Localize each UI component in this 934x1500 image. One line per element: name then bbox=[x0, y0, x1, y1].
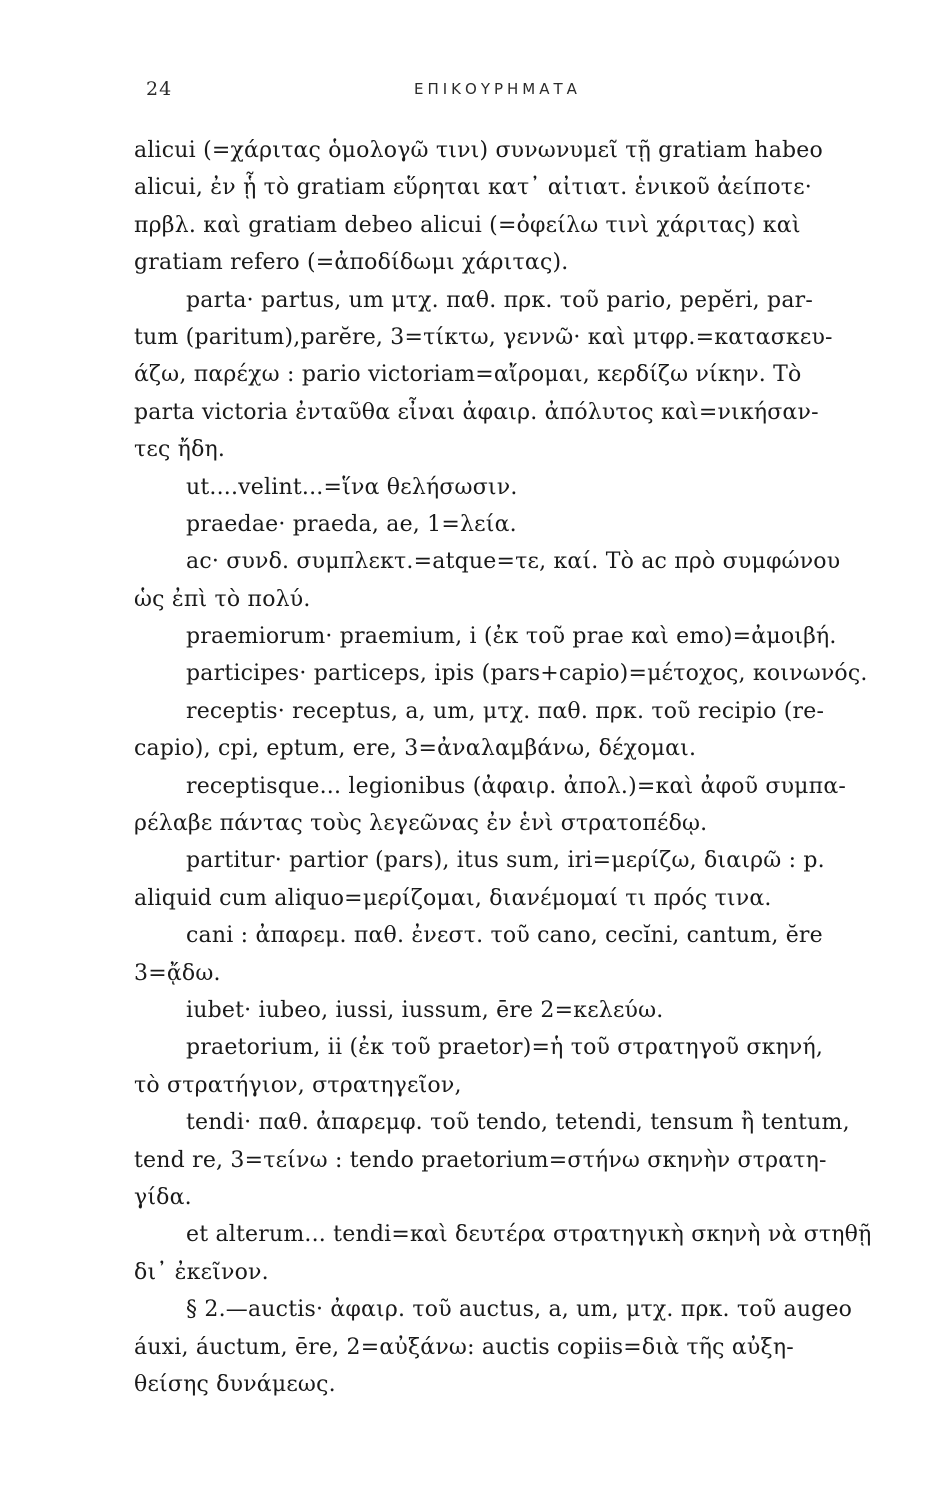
text-line: participes· particeps, ipis (pars+capio)=μέτοχος, κοινωνός. bbox=[186, 661, 868, 687]
text-line: praetorium, ii (ἐκ τοῦ praetor)=ἡ τοῦ στρατηγοῦ σκηνή, bbox=[186, 1035, 824, 1061]
text-line: γίδα. bbox=[134, 1184, 192, 1210]
text-line: parta victoria ἐνταῦθα εἶναι ἀφαιρ. ἀπόλυτος καὶ=νικήσαν- bbox=[134, 399, 819, 425]
text-line: alicui (=χάριτας ὁμολογῶ τινι) συνωνυμεῖ τῇ gratiam habeo bbox=[134, 138, 823, 163]
page-number: 24 bbox=[146, 78, 173, 100]
text-line: ὡς ἐπὶ τὸ πολύ. bbox=[134, 586, 311, 612]
text-line: 3=ᾄδω. bbox=[134, 960, 221, 986]
text-line: praemiorum· praemium, i (ἐκ τοῦ prae καὶ emo)=ἀμοιβή. bbox=[186, 624, 837, 650]
text-line: et alterum... tendi=καὶ δευτέρα στρατηγικὴ σκηνὴ νὰ στηθῇ bbox=[186, 1222, 872, 1248]
text-line: πρβλ. καὶ gratiam debeo alicui (=ὀφείλω τινὶ χάριτας) καὶ bbox=[134, 212, 801, 238]
text-line: δι᾽ ἐκεῖνον. bbox=[134, 1259, 269, 1285]
text-line: receptisque... legionibus (ἀφαιρ. ἀπολ.)=καὶ ἀφοῦ συμπα- bbox=[186, 773, 847, 799]
running-title: ΕΠΙΚΟΥΡΗΜΑΤΑ bbox=[414, 80, 581, 98]
text-body bbox=[134, 132, 914, 1403]
text-line: parta· partus, um μτχ. παθ. πρκ. τοῦ pario, pepĕri, par- bbox=[186, 287, 814, 313]
text-line: capio), cpi, eptum, ere, 3=ἀναλαμβάνω, δέχομαι. bbox=[134, 736, 697, 762]
page-header bbox=[146, 78, 816, 104]
text-line: tum (paritum),parĕre, 3=τίκτω, γεννῶ· καὶ μτφρ.=κατασκευ- bbox=[134, 324, 833, 350]
text-line: τες ἤδη. bbox=[134, 437, 226, 463]
text-line: τὸ στρατήγιον, στρατηγεῖον, bbox=[134, 1072, 462, 1098]
text-line: ac· συνδ. συμπλεκτ.=atque=τε, καί. Τὸ ac πρὸ συμφώνου bbox=[186, 549, 841, 575]
text-line: áuxi, áuctum, ēre, 2=αὐξάνω: auctis copiis=διὰ τῆς αὐξη- bbox=[134, 1334, 794, 1360]
text-line: aliquid cum aliquo=μερίζομαι, διανέμομαί τι πρός τινα. bbox=[134, 885, 772, 911]
text-line: § 2.—auctis· ἀφαιρ. τοῦ auctus, a, um, μτχ. πρκ. τοῦ augeo bbox=[186, 1297, 853, 1323]
text-line: ut....velint...=ἵνα θελήσωσιν. bbox=[186, 474, 518, 500]
text-line: θείσης δυνάμεως. bbox=[134, 1371, 336, 1397]
text-line: receptis· receptus, a, um, μτχ. παθ. πρκ. τοῦ recipio (re- bbox=[186, 698, 825, 724]
text-line: gratiam refero (=ἀποδίδωμι χάριτας). bbox=[134, 250, 569, 276]
text-line: tendi· παθ. ἀπαρεμφ. τοῦ tendo, tetendi, tensum ἢ tentum, bbox=[186, 1110, 850, 1136]
text-line: άζω, παρέχω : pario victoriam=αἴρομαι, κερδίζω νίκην. Τὸ bbox=[134, 362, 802, 388]
text-line: tend re, 3=τείνω : tendo praetorium=στήνω σκηνὴν στρατη- bbox=[134, 1147, 827, 1173]
text-line: iubet· iubeo, iussi, iussum, ēre 2=κελεύω. bbox=[186, 997, 664, 1023]
text-line: partitur· partior (pars), itus sum, iri=μερίζω, διαιρῶ : p. bbox=[186, 848, 825, 874]
text-line: ρέλαβε πάντας τοὺς λεγεῶνας ἐν ἑνὶ στρατοπέδῳ. bbox=[134, 811, 708, 837]
text-line: cani : ἀπαρεμ. παθ. ἐνεστ. τοῦ cano, cecĭni, cantum, ĕre bbox=[186, 923, 823, 949]
text-line: praedae· praeda, ae, 1=λεία. bbox=[186, 511, 517, 537]
text-line: alicui, ἐν ᾗ τὸ gratiam εὕρηται κατ᾽ αἰτιατ. ἑνικοῦ ἀείποτε· bbox=[134, 175, 812, 201]
